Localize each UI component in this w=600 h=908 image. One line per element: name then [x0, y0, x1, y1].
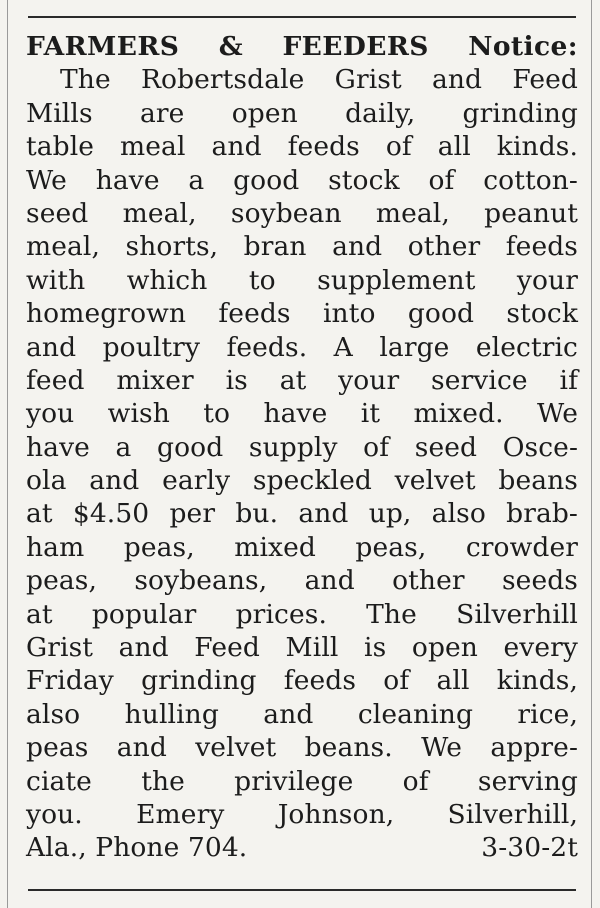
notice-line: meal, shorts, bran and other feeds: [26, 231, 578, 263]
top-rule: [28, 16, 576, 18]
column-rule-right: [591, 0, 592, 908]
notice-line: at $4.50 per bu. and up, also brab-: [26, 498, 578, 530]
notice-line: with which to supplement your: [26, 264, 578, 296]
notice-line: Friday grinding feeds of all kinds,: [26, 665, 578, 697]
column-rule-left: [7, 0, 8, 908]
insertion-code: 3-30-2t: [481, 832, 578, 864]
notice-closing-line: [26, 831, 578, 864]
notice-line: feed mixer is at your service if: [26, 364, 578, 396]
notice-line: seed meal, soybean meal, peanut: [26, 197, 578, 229]
notice-line: and poultry feeds. A large electric: [26, 331, 578, 363]
notice-line: The Robertsdale Grist and Feed: [60, 64, 578, 96]
closing-text: Ala., Phone 704.: [26, 832, 248, 864]
notice-line: homegrown feeds into good stock: [26, 298, 578, 330]
notice-line: also hulling and cleaning rice,: [26, 698, 578, 730]
notice-line: We have a good stock of cotton-: [26, 164, 578, 196]
notice-headline: [26, 30, 578, 63]
notice-line: ola and early speckled velvet beans: [26, 465, 578, 497]
notice-line: have a good supply of seed Osce-: [26, 431, 578, 463]
notice-line: at popular prices. The Silverhill: [26, 598, 578, 630]
notice-line: Grist and Feed Mill is open every: [26, 632, 578, 664]
notice-line: you wish to have it mixed. We: [26, 398, 578, 430]
notice-line: peas, soybeans, and other seeds: [26, 565, 578, 597]
notice-line: table meal and feeds of all kinds.: [26, 131, 578, 163]
classified-notice: [26, 30, 578, 865]
notice-line: Mills are open daily, grinding: [26, 97, 578, 129]
bottom-rule: [28, 889, 576, 891]
notice-line: ciate the privilege of serving: [26, 765, 578, 797]
headline-suffix: Notice:: [468, 31, 578, 62]
notice-line: you. Emery Johnson, Silverhill,: [26, 798, 578, 830]
notice-line: ham peas, mixed peas, crowder: [26, 531, 578, 563]
headline-title: FARMERS & FEEDERS: [26, 31, 429, 62]
notice-line: peas and velvet beans. We appre-: [26, 732, 578, 764]
notice-body: [26, 63, 578, 831]
